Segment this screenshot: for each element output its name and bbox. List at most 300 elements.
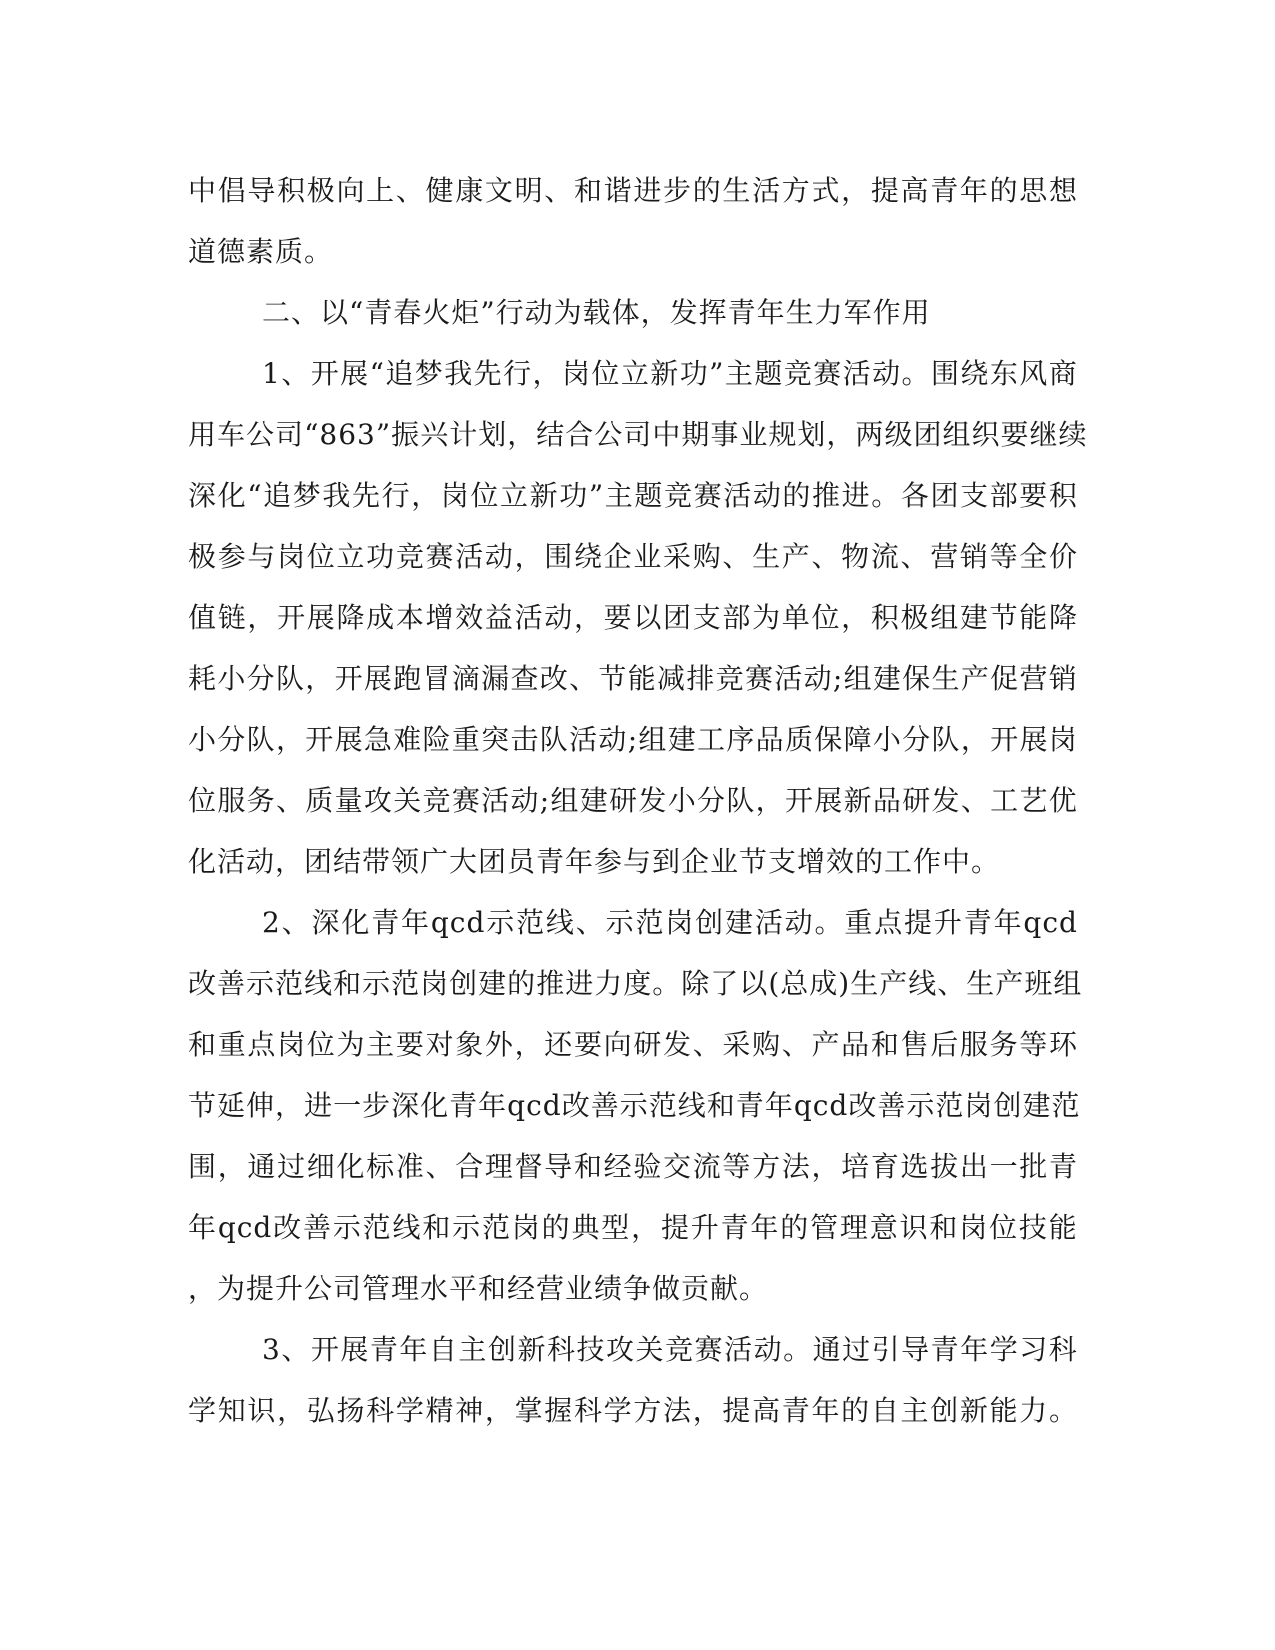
text-glyph: 为 [752,601,782,634]
text-glyph: 赛 [693,479,723,512]
text-glyph: 梦 [292,479,322,512]
text-glyph: 法 [781,1150,811,1183]
text-glyph: 以 [739,967,769,1000]
text-glyph: 小 [872,723,902,756]
text-glyph: ， [960,723,990,756]
text-glyph: 艺 [1019,784,1049,817]
text-glyph: 示 [452,1211,482,1244]
text-glyph: 提 [722,1394,752,1427]
text-glyph: 识 [247,1394,277,1427]
text-glyph: 展 [1019,723,1049,756]
text-glyph: ， [484,1394,514,1427]
text-glyph: 分 [697,784,727,817]
text-glyph: 序 [726,723,756,756]
text-line [188,1319,1078,1380]
text-glyph: 年 [478,1089,508,1122]
text-glyph: 深 [188,479,218,512]
text-glyph: 技 [1018,1211,1048,1244]
text-glyph: 与 [247,540,277,573]
text-glyph: 开 [277,601,307,634]
text-glyph: 健 [425,174,455,207]
text-line [188,1380,1078,1441]
text-glyph: 。 [783,1333,813,1366]
text-glyph: 业 [739,418,769,451]
text-glyph: 营 [1019,662,1049,695]
text-glyph: 队 [246,723,276,756]
text-glyph: 、 [722,540,752,573]
text-glyph: 小 [667,784,697,817]
text-glyph: 先 [473,357,503,390]
text-glyph: ， [514,540,544,573]
text-glyph: 梦 [414,357,444,390]
text-glyph: 型 [601,1211,631,1244]
text-glyph: 式 [811,174,841,207]
text-glyph: ; [832,662,844,695]
text-glyph: 了 [710,967,740,1000]
text-glyph: 购 [692,540,722,573]
text-glyph: 、 [937,967,967,1000]
text-glyph: 方 [781,174,811,207]
text-glyph: 等 [989,540,1019,573]
text-glyph: 创 [449,967,479,1000]
text-glyph: 范 [481,1211,511,1244]
text-glyph: 积 [870,601,900,634]
text-glyph: 善 [590,1089,620,1122]
text-glyph: 年 [399,1333,429,1366]
text-glyph: 上 [366,174,396,207]
text-glyph: 能 [989,1394,1019,1427]
text-glyph: 倡 [217,174,247,207]
text-glyph: 督 [514,1150,544,1183]
text-glyph: 急 [363,723,393,756]
text-glyph: ， [507,418,537,451]
text-glyph: 益 [484,601,514,634]
text-glyph: 线 [392,1211,422,1244]
text-glyph: 竞 [422,784,452,817]
text-glyph: 小 [188,723,218,756]
text-glyph: 击 [510,723,540,756]
text-glyph: 批 [1019,1150,1049,1183]
text-line [188,709,1078,770]
text-glyph: 力 [1019,1394,1049,1427]
text-glyph: 青 [930,174,960,207]
text-glyph: 重 [217,1028,247,1061]
text-glyph: 动 [803,662,833,695]
text-glyph: ， [514,1028,544,1061]
text-glyph: “ [304,418,320,451]
text-glyph: 建 [959,601,989,634]
text-glyph: 关 [393,784,423,817]
text-glyph: 成 [809,967,839,1000]
text-glyph: 动 [753,1333,783,1366]
text-glyph: 善 [877,1089,907,1122]
text-line: 二、以“青春火炬”行动为载体，发挥青年生力军作用 [262,296,931,329]
text-glyph: 动 [872,357,902,390]
text-glyph: 竞 [665,1333,695,1366]
text-glyph: 风 [1019,357,1049,390]
text-glyph: 位 [811,601,841,634]
text-line [188,770,1078,831]
text-glyph: 和 [573,1150,603,1183]
text-glyph: ， [811,1150,841,1183]
text-glyph: 青 [963,906,993,939]
text-glyph: 力 [594,967,624,1000]
text-glyph: 、 [960,784,990,817]
text-glyph: 出 [959,1150,989,1183]
text-glyph: 示 [605,906,635,939]
text-glyph: 范 [362,1211,392,1244]
text-glyph: 活 [723,479,753,512]
text-glyph: 法 [663,1394,693,1427]
text-glyph: 范 [391,967,421,1000]
text-glyph: 位 [306,540,336,573]
text-glyph: ， [305,662,335,695]
text-glyph: 分 [246,662,276,695]
text-glyph: 青 [1048,1150,1078,1183]
text-glyph: 技 [576,1333,606,1366]
text-glyph: 企 [603,540,633,573]
text-glyph: 、 [781,1028,811,1061]
text-glyph: 要 [1019,479,1049,512]
text-glyph: 深 [311,906,341,939]
text-glyph: ， [275,1089,305,1122]
text-glyph: 活 [724,1333,754,1366]
text-glyph: 产 [995,967,1025,1000]
text-glyph: 赛 [425,540,455,573]
text-glyph: 组 [638,723,668,756]
text-glyph: 合 [455,1150,485,1183]
text-glyph: 准 [395,1150,425,1183]
text-line [188,343,1078,404]
text-line [188,892,1078,953]
text-glyph: 新 [529,479,559,512]
text-glyph: 、 [575,906,605,939]
text-glyph: 科 [573,1394,603,1427]
text-glyph: 建 [1022,1089,1052,1122]
text-glyph: 年 [811,1394,841,1427]
text-glyph: 改 [273,1211,303,1244]
text-glyph: 活 [455,540,485,573]
text-glyph: 开 [310,357,340,390]
text-glyph: 销 [959,540,989,573]
text-glyph: 务 [246,784,276,817]
text-line [188,1197,1078,1258]
text-glyph: 文 [484,174,514,207]
text-glyph: ， [247,601,277,634]
text-glyph: 服 [217,784,247,817]
text-glyph: 位 [591,357,621,390]
text-glyph: 建 [478,967,508,1000]
text-line [188,1136,1078,1197]
text-glyph: 青 [720,1211,750,1244]
text-glyph: 能 [627,662,657,695]
text-glyph: 流 [870,540,900,573]
text-glyph: 耗 [188,662,218,695]
text-glyph: 经 [603,1150,633,1183]
text-glyph: 、 [281,906,311,939]
text-glyph: 合 [565,418,595,451]
text-glyph: 两 [855,418,885,451]
text-glyph: 岗 [511,1211,541,1244]
text-glyph: 岗 [277,1028,307,1061]
text-glyph: 发 [663,1028,693,1061]
text-glyph: 质 [305,784,335,817]
text-line [188,648,1078,709]
text-glyph: 和 [929,1211,959,1244]
text-glyph: 和 [188,1028,218,1061]
text-glyph: 主 [900,1394,930,1427]
text-glyph: 开 [990,723,1020,756]
text-glyph: 支 [960,479,990,512]
text-glyph: 组 [942,418,972,451]
text-glyph: 成 [366,601,396,634]
text-glyph: 冒 [422,662,452,695]
text-glyph: 重 [844,906,874,939]
text-glyph: 新 [650,357,680,390]
text-glyph: 障 [843,723,873,756]
text-glyph: 握 [544,1394,574,1427]
text-glyph: 组 [550,784,580,817]
text-glyph: 的 [541,1211,571,1244]
text-glyph: 的 [841,1394,871,1427]
text-glyph: 岗 [1048,723,1078,756]
text-glyph: 计 [449,418,479,451]
text-glyph: 示 [332,1211,362,1244]
text-glyph: ， [275,723,305,756]
text-glyph: 掌 [514,1394,544,1427]
text-glyph: 青 [930,1333,960,1366]
text-glyph: 赛 [813,357,843,390]
text-glyph: 效 [455,601,485,634]
text-glyph: 科 [1048,1333,1078,1366]
text-glyph: 思 [1019,174,1049,207]
text-glyph: 、 [281,357,311,390]
text-glyph: 步 [362,1089,392,1122]
text-glyph: 改 [561,1089,591,1122]
text-line: ，为提升公司管理水平和经营业绩争做贡献。 [188,1272,769,1305]
text-glyph: 分 [217,723,247,756]
text-glyph: 积 [1048,479,1078,512]
text-glyph: 事 [710,418,740,451]
text-glyph: 方 [633,1394,663,1427]
text-glyph: qcd [217,1211,273,1244]
text-glyph: 示 [486,906,516,939]
text-glyph: 一 [989,1150,1019,1183]
text-glyph: 年 [750,1211,780,1244]
text-glyph: 难 [393,723,423,756]
text-glyph: ” [709,357,725,390]
text-glyph: 竞 [783,357,813,390]
text-glyph: 位 [989,1211,1019,1244]
text-glyph: 年 [993,906,1023,939]
text-glyph: 中 [652,418,682,451]
text-glyph: 环 [1048,1028,1078,1061]
text-glyph: 和 [706,1089,736,1122]
text-glyph: 价 [1048,540,1078,573]
text-glyph: 外 [484,1028,514,1061]
text-glyph: 团 [663,601,693,634]
text-glyph: 漏 [481,662,511,695]
text-glyph: 动 [784,906,814,939]
text-glyph: 级 [884,418,914,451]
text-glyph: 、 [569,662,599,695]
text-glyph: 改 [848,1089,878,1122]
text-glyph: 产 [781,540,811,573]
text-glyph: 范 [935,1089,965,1122]
text-glyph: ， [411,479,441,512]
text-glyph: 购 [752,1028,782,1061]
text-glyph: 范 [648,1089,678,1122]
text-glyph: 结 [536,418,566,451]
text-glyph: 司 [275,418,305,451]
text-glyph: 和 [870,1028,900,1061]
text-glyph: 降 [336,601,366,634]
text-glyph: 围 [930,357,960,390]
text-glyph: 岗 [420,967,450,1000]
text-glyph: 新 [959,1394,989,1427]
text-glyph: 的 [692,174,722,207]
text-glyph: 进 [304,1089,334,1122]
text-glyph: 值 [188,601,218,634]
text-glyph: 建 [667,723,697,756]
text-glyph: 青 [371,906,401,939]
text-glyph: 位 [470,479,500,512]
text-glyph: ， [277,1394,307,1427]
text-glyph: 功 [679,357,709,390]
text-glyph: 和 [333,967,363,1000]
text-line [188,587,1078,648]
text-glyph: 先 [351,479,381,512]
text-glyph: 高 [900,174,930,207]
text-glyph: 业 [633,540,663,573]
text-glyph: 提 [904,906,934,939]
text-glyph: ， [826,418,856,451]
text-glyph: 、 [900,540,930,573]
text-glyph: 创 [487,1333,517,1366]
text-glyph: 活 [752,174,782,207]
text-glyph: 推 [812,479,842,512]
text-glyph: 促 [990,662,1020,695]
text-glyph: 团 [913,418,943,451]
text-glyph: 想 [1048,174,1078,207]
text-glyph: 组 [930,601,960,634]
text-glyph: 提 [870,174,900,207]
text-glyph: 。 [652,967,682,1000]
text-glyph: qcd [793,1089,849,1122]
text-glyph: 车 [217,418,247,451]
text-line: 化活动，团结带领广大团员青年参与到企业节支增效的工作中。 [188,845,1001,878]
text-glyph: 引 [871,1333,901,1366]
text-glyph: 扬 [336,1394,366,1427]
text-glyph: 典 [571,1211,601,1244]
text-glyph: 识 [899,1211,929,1244]
text-glyph: 的 [989,174,1019,207]
text-glyph: 改 [188,967,218,1000]
text-glyph: 动 [510,784,540,817]
text-glyph: 组 [843,662,873,695]
text-glyph: 队 [275,662,305,695]
text-glyph: 生 [966,967,996,1000]
document-body [188,160,1088,1441]
text-glyph: 组 [1053,967,1083,1000]
text-glyph: 3 [262,1333,281,1366]
text-glyph: 活 [842,357,872,390]
text-glyph: 位 [306,1028,336,1061]
text-glyph: 题 [634,479,664,512]
text-glyph: 培 [841,1150,871,1183]
text-glyph: 围 [544,540,574,573]
text-glyph: 题 [754,357,784,390]
text-glyph: 改 [539,662,569,695]
text-glyph: 研 [633,1028,663,1061]
text-glyph: 积 [277,174,307,207]
text-glyph: 岗 [561,357,591,390]
text-glyph: 进 [565,967,595,1000]
text-glyph: 善 [303,1211,333,1244]
text-glyph: 延 [217,1089,247,1122]
text-glyph: 学 [188,1394,218,1427]
text-glyph: 建 [724,906,754,939]
text-line [188,160,1078,221]
text-glyph: 导 [544,1150,574,1183]
text-glyph: 生 [752,540,782,573]
text-glyph: 。 [814,906,844,939]
text-glyph: 生 [931,662,961,695]
text-glyph: 分 [902,723,932,756]
text-glyph: 行 [503,357,533,390]
text-glyph: 青 [369,1333,399,1366]
text-glyph: 为 [336,1028,366,1061]
text-glyph: ， [631,1211,661,1244]
text-glyph: 节 [598,662,628,695]
text-glyph: 功 [559,479,589,512]
text-glyph: 进 [633,174,663,207]
text-glyph: 范 [1051,1089,1081,1122]
text-glyph: 立 [336,540,366,573]
text-glyph: 通 [812,1333,842,1366]
text-glyph: ， [755,784,785,817]
text-glyph: 、 [275,784,305,817]
text-glyph: 生 [850,967,880,1000]
text-glyph: 工 [697,723,727,756]
text-glyph: 创 [930,1394,960,1427]
text-glyph: 岗 [964,1089,994,1122]
text-glyph: 进 [841,479,871,512]
text-glyph: 发 [931,784,961,817]
text-glyph: 善 [217,967,247,1000]
text-glyph: 导 [247,174,277,207]
text-glyph: ) [838,967,851,1000]
text-glyph: 要 [395,1028,425,1061]
text-glyph: 降 [1048,601,1078,634]
text-glyph: 开 [305,723,335,756]
text-glyph: 年 [959,174,989,207]
text-glyph: 优 [1048,784,1078,817]
text-glyph: 总 [780,967,810,1000]
text-glyph: 排 [686,662,716,695]
text-glyph: 主 [366,1028,396,1061]
text-glyph: 示 [246,967,276,1000]
text-glyph: 极 [306,174,336,207]
text-line [188,404,1088,465]
text-glyph: 等 [1019,1028,1049,1061]
text-glyph: 期 [681,418,711,451]
text-glyph: 习 [1019,1333,1049,1366]
text-glyph: 服 [959,1028,989,1061]
text-glyph: 展 [340,357,370,390]
text-glyph: 能 [1019,601,1049,634]
text-glyph: 保 [902,662,932,695]
